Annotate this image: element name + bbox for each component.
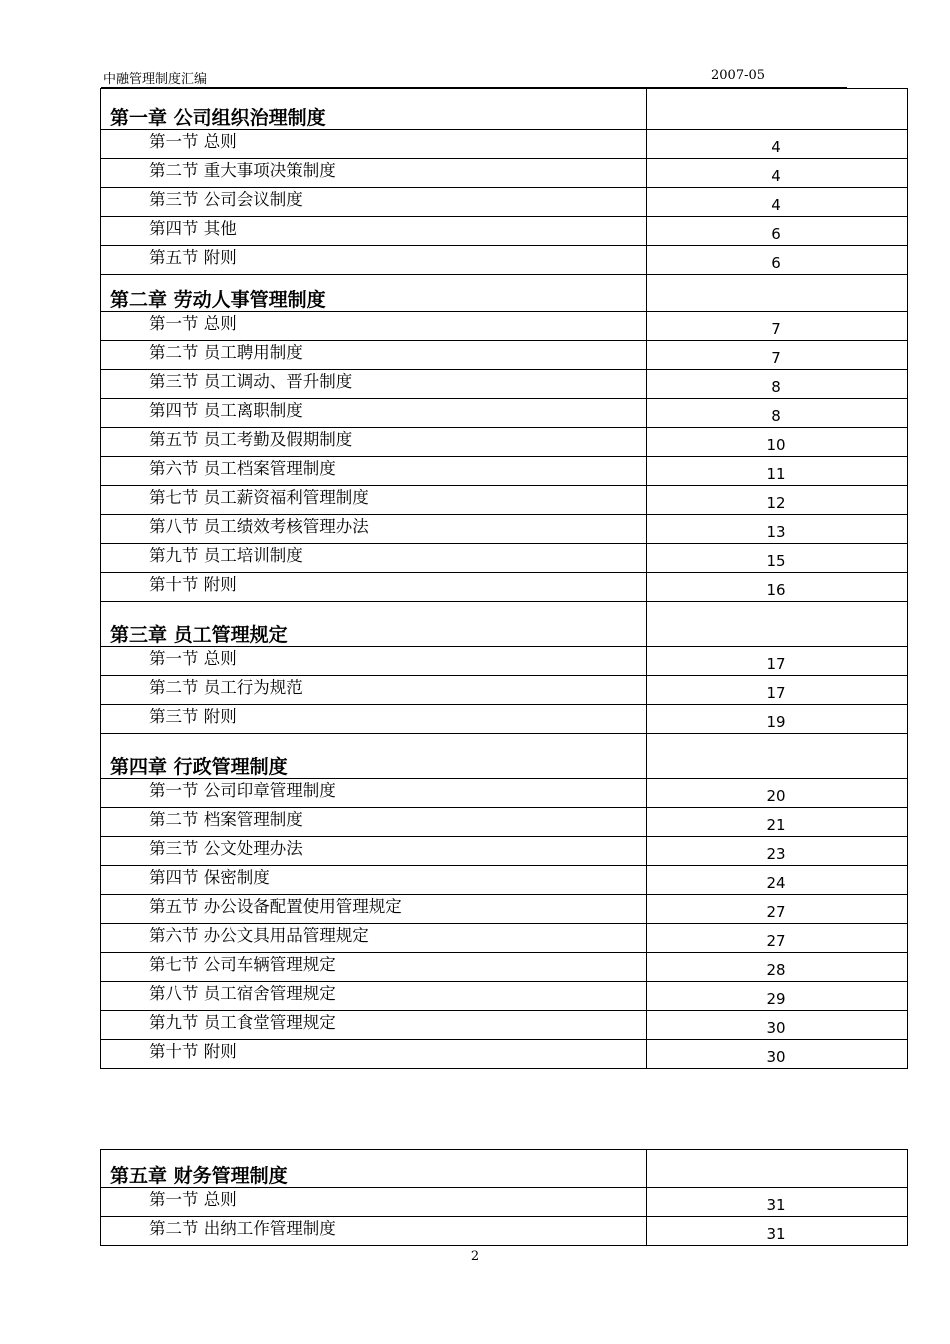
section-label: 第四节 其他 bbox=[101, 217, 647, 246]
section-page-number: 6 bbox=[647, 246, 908, 275]
section-label: 第八节 员工宿舍管理规定 bbox=[101, 982, 647, 1011]
section-row bbox=[101, 837, 908, 866]
section-label: 第六节 员工档案管理制度 bbox=[101, 457, 647, 486]
section-page-number: 11 bbox=[647, 457, 908, 486]
section-row bbox=[101, 676, 908, 705]
section-label: 第五节 员工考勤及假期制度 bbox=[101, 428, 647, 457]
chapter-page-cell bbox=[647, 275, 908, 312]
section-row bbox=[101, 1040, 908, 1069]
section-label: 第六节 办公文具用品管理规定 bbox=[101, 924, 647, 953]
chapter-title: 第五章 财务管理制度 bbox=[101, 1150, 647, 1188]
section-page-number: 29 bbox=[647, 982, 908, 1011]
section-row bbox=[101, 647, 908, 676]
section-row bbox=[101, 312, 908, 341]
section-page-number: 4 bbox=[647, 130, 908, 159]
section-page-number: 19 bbox=[647, 705, 908, 734]
section-label: 第三节 附则 bbox=[101, 705, 647, 734]
section-row bbox=[101, 370, 908, 399]
section-label: 第二节 出纳工作管理制度 bbox=[101, 1217, 647, 1246]
section-label: 第五节 办公设备配置使用管理规定 bbox=[101, 895, 647, 924]
section-page-number: 20 bbox=[647, 779, 908, 808]
section-row bbox=[101, 573, 908, 602]
section-row bbox=[101, 1011, 908, 1040]
chapter-title: 第三章 员工管理规定 bbox=[101, 602, 647, 647]
section-row bbox=[101, 486, 908, 515]
section-label: 第一节 总则 bbox=[101, 312, 647, 341]
section-page-number: 4 bbox=[647, 188, 908, 217]
section-label: 第八节 员工绩效考核管理办法 bbox=[101, 515, 647, 544]
chapter-row bbox=[101, 602, 908, 647]
chapter-row bbox=[101, 89, 908, 130]
section-page-number: 27 bbox=[647, 924, 908, 953]
chapter-page-cell bbox=[647, 1150, 908, 1188]
toc-table-1 bbox=[100, 88, 908, 1069]
section-label: 第二节 档案管理制度 bbox=[101, 808, 647, 837]
section-label: 第十节 附则 bbox=[101, 573, 647, 602]
section-label: 第一节 总则 bbox=[101, 1188, 647, 1217]
document-date: 2007-05 bbox=[711, 68, 766, 83]
section-page-number: 21 bbox=[647, 808, 908, 837]
section-label: 第五节 附则 bbox=[101, 246, 647, 275]
section-label: 第一节 总则 bbox=[101, 647, 647, 676]
section-page-number: 30 bbox=[647, 1040, 908, 1069]
section-label: 第九节 员工食堂管理规定 bbox=[101, 1011, 647, 1040]
section-row bbox=[101, 399, 908, 428]
section-page-number: 31 bbox=[647, 1217, 908, 1246]
section-row bbox=[101, 808, 908, 837]
section-page-number: 4 bbox=[647, 159, 908, 188]
section-row bbox=[101, 924, 908, 953]
section-row bbox=[101, 982, 908, 1011]
section-label: 第三节 公文处理办法 bbox=[101, 837, 647, 866]
section-page-number: 6 bbox=[647, 217, 908, 246]
section-page-number: 13 bbox=[647, 515, 908, 544]
section-row bbox=[101, 428, 908, 457]
section-row bbox=[101, 515, 908, 544]
section-label: 第四节 员工离职制度 bbox=[101, 399, 647, 428]
section-row bbox=[101, 1188, 908, 1217]
section-label: 第四节 保密制度 bbox=[101, 866, 647, 895]
section-row bbox=[101, 457, 908, 486]
section-label: 第七节 公司车辆管理规定 bbox=[101, 953, 647, 982]
page-number: 2 bbox=[470, 1249, 480, 1264]
document-title: 中融管理制度汇编 bbox=[103, 72, 208, 87]
section-label: 第三节 公司会议制度 bbox=[101, 188, 647, 217]
section-row bbox=[101, 866, 908, 895]
section-page-number: 7 bbox=[647, 341, 908, 370]
chapter-row bbox=[101, 275, 908, 312]
section-row bbox=[101, 895, 908, 924]
section-row bbox=[101, 217, 908, 246]
chapter-page-cell bbox=[647, 734, 908, 779]
section-label: 第一节 总则 bbox=[101, 130, 647, 159]
section-label: 第二节 员工行为规范 bbox=[101, 676, 647, 705]
chapter-row bbox=[101, 1150, 908, 1188]
section-page-number: 17 bbox=[647, 647, 908, 676]
section-page-number: 8 bbox=[647, 399, 908, 428]
section-label: 第九节 员工培训制度 bbox=[101, 544, 647, 573]
section-page-number: 10 bbox=[647, 428, 908, 457]
chapter-title: 第四章 行政管理制度 bbox=[101, 734, 647, 779]
section-page-number: 28 bbox=[647, 953, 908, 982]
section-page-number: 15 bbox=[647, 544, 908, 573]
section-row bbox=[101, 188, 908, 217]
section-row bbox=[101, 705, 908, 734]
section-row bbox=[101, 544, 908, 573]
section-row bbox=[101, 953, 908, 982]
section-page-number: 23 bbox=[647, 837, 908, 866]
section-page-number: 31 bbox=[647, 1188, 908, 1217]
chapter-title: 第一章 公司组织治理制度 bbox=[101, 89, 647, 130]
section-page-number: 16 bbox=[647, 573, 908, 602]
section-page-number: 24 bbox=[647, 866, 908, 895]
section-row bbox=[101, 246, 908, 275]
section-label: 第二节 员工聘用制度 bbox=[101, 341, 647, 370]
chapter-title: 第二章 劳动人事管理制度 bbox=[101, 275, 647, 312]
chapter-row bbox=[101, 734, 908, 779]
section-page-number: 17 bbox=[647, 676, 908, 705]
section-label: 第一节 公司印章管理制度 bbox=[101, 779, 647, 808]
toc-table-2 bbox=[100, 1149, 908, 1246]
section-label: 第七节 员工薪资福利管理制度 bbox=[101, 486, 647, 515]
chapter-page-cell bbox=[647, 89, 908, 130]
section-page-number: 30 bbox=[647, 1011, 908, 1040]
section-row bbox=[101, 130, 908, 159]
section-page-number: 12 bbox=[647, 486, 908, 515]
section-label: 第三节 员工调动、晋升制度 bbox=[101, 370, 647, 399]
section-row bbox=[101, 779, 908, 808]
section-label: 第十节 附则 bbox=[101, 1040, 647, 1069]
section-page-number: 27 bbox=[647, 895, 908, 924]
section-row bbox=[101, 1217, 908, 1246]
section-page-number: 7 bbox=[647, 312, 908, 341]
section-row bbox=[101, 341, 908, 370]
section-row bbox=[101, 159, 908, 188]
section-page-number: 8 bbox=[647, 370, 908, 399]
section-label: 第二节 重大事项决策制度 bbox=[101, 159, 647, 188]
chapter-page-cell bbox=[647, 602, 908, 647]
